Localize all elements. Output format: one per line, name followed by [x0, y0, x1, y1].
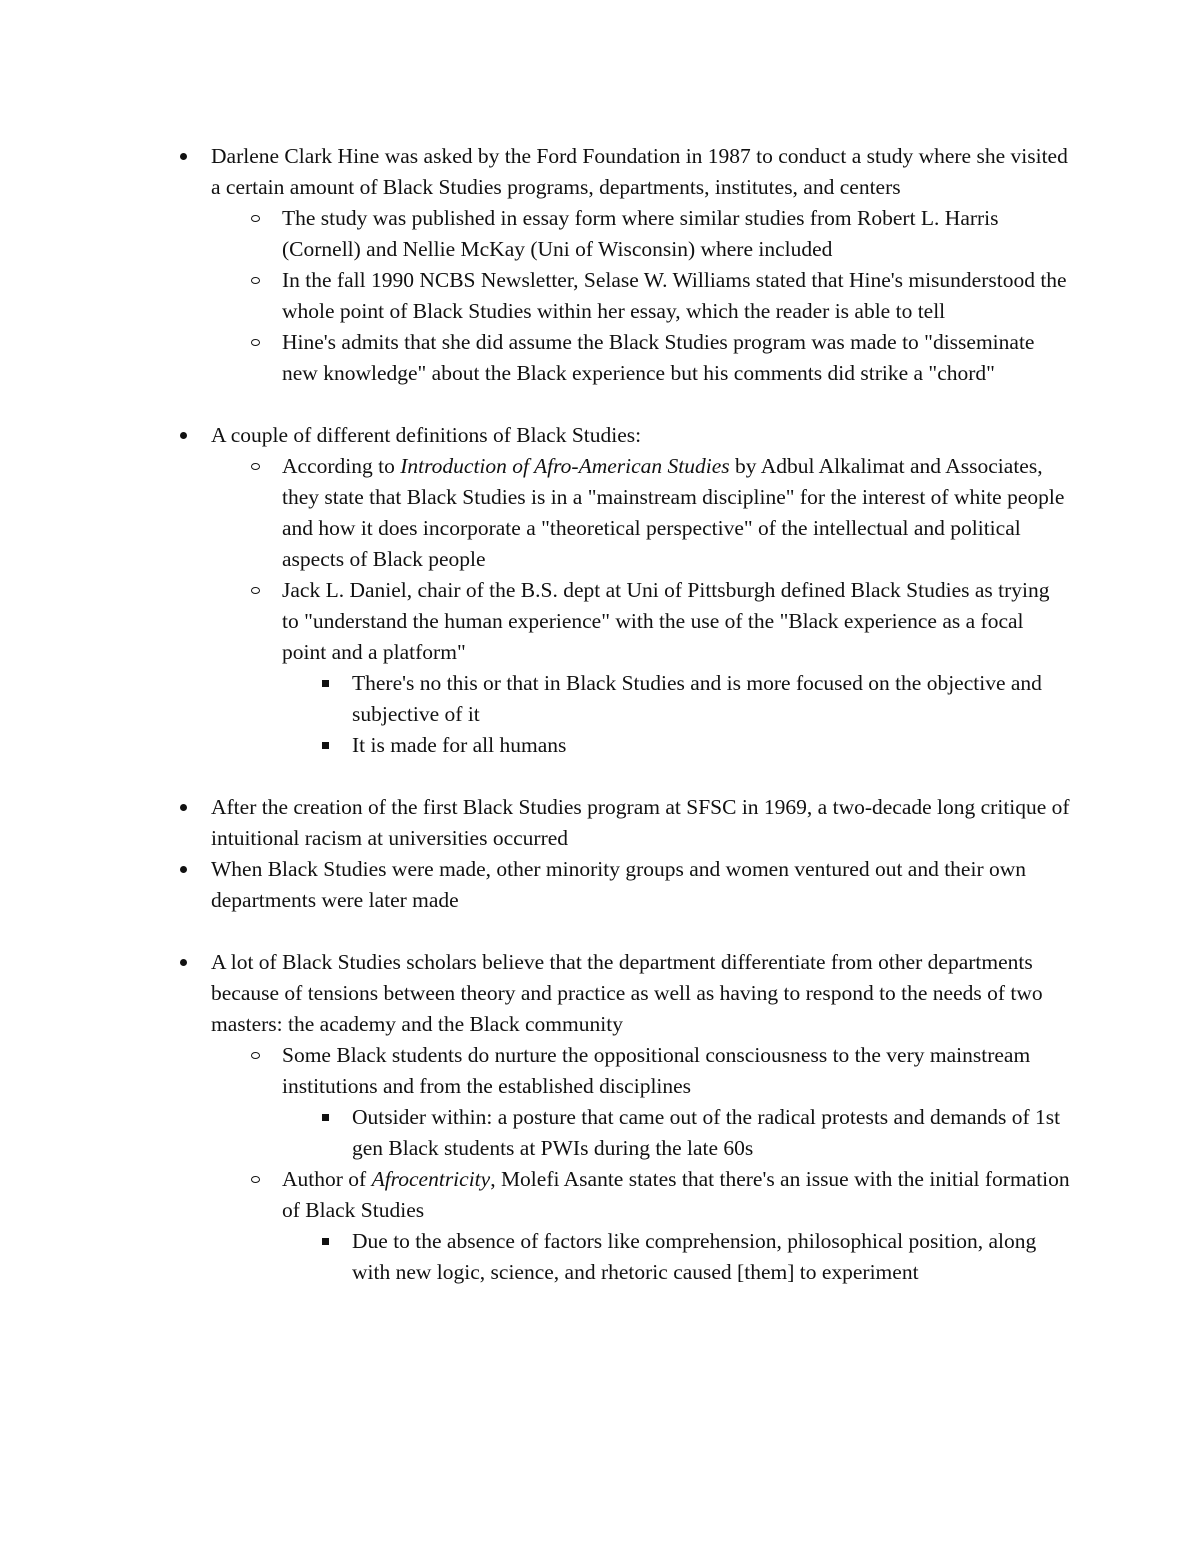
- square-bullet-icon: [318, 668, 332, 699]
- filled-bullet-icon: [176, 854, 190, 885]
- filled-bullet-icon: [176, 792, 190, 823]
- text-run: According to: [282, 454, 401, 478]
- hollow-bullet-icon: [248, 1164, 262, 1195]
- book-title: Introduction of Afro-American Studies: [400, 454, 730, 478]
- spacer: [0, 761, 1200, 792]
- hollow-bullet-icon: [248, 451, 262, 482]
- list-item: [0, 265, 1071, 327]
- list-item-text: Due to the absence of factors like comprehension, philosophical position, along with new logic, science, and rhetoric caused [them] to experiment: [352, 1229, 1037, 1284]
- hollow-bullet-icon: [248, 1040, 262, 1071]
- list-item-text: [282, 1164, 1071, 1226]
- list-item: [0, 575, 1071, 668]
- hollow-bullet-icon: [248, 203, 262, 234]
- list-item-text: Outsider within: a posture that came out of the radical protests and demands of 1st gen Black students at PWIs during the late 60s: [352, 1105, 1061, 1160]
- square-bullet-icon: [318, 1226, 332, 1257]
- notes-list: [0, 141, 1200, 1288]
- list-item-text: In the fall 1990 NCBS Newsletter, Selase W. Williams stated that Hine's misunderstood the whole point of Black Studies within her essay, which the reader is able to tell: [282, 268, 1067, 323]
- list-item: [0, 947, 1071, 1040]
- list-item: [0, 1226, 1071, 1288]
- list-item: [0, 730, 1071, 761]
- list-item: [0, 792, 1071, 854]
- list-item-text: Darlene Clark Hine was asked by the Ford Foundation in 1987 to conduct a study where she visited a certain amount of Black Studies programs, departments, institutes, and centers: [211, 144, 1068, 199]
- list-item-text: Jack L. Daniel, chair of the B.S. dept at Uni of Pittsburgh defined Black Studies as trying to "understand the human experience" with the use of the "Black experience as a focal point and a platform": [282, 578, 1050, 664]
- list-item: [0, 1102, 1071, 1164]
- text-run: , Molefi Asante states that there's an issue with the initial formation of Black Studies: [282, 1167, 1070, 1222]
- list-item-text: It is made for all humans: [352, 733, 567, 757]
- list-item: [0, 141, 1071, 203]
- hollow-bullet-icon: [248, 265, 262, 296]
- list-item-text: After the creation of the first Black Studies program at SFSC in 1969, a two-decade long critique of intuitional racism at universities occurred: [211, 795, 1070, 850]
- list-item: [0, 1040, 1071, 1102]
- list-item-text: Some Black students do nurture the oppositional consciousness to the very mainstream institutions and from the established disciplines: [282, 1043, 1031, 1098]
- hollow-bullet-icon: [248, 327, 262, 358]
- list-item-text: When Black Studies were made, other minority groups and women ventured out and their own departments were later made: [211, 857, 1027, 912]
- list-item-text: A couple of different definitions of Black Studies:: [211, 423, 642, 447]
- list-item: [0, 327, 1071, 389]
- list-item: [0, 854, 1071, 916]
- spacer: [0, 389, 1200, 420]
- spacer: [0, 916, 1200, 947]
- list-item: [0, 451, 1071, 575]
- list-item-text: The study was published in essay form where similar studies from Robert L. Harris (Cornell) and Nellie McKay (Uni of Wisconsin) where included: [282, 206, 999, 261]
- book-title: Afrocentricity: [371, 1167, 491, 1191]
- list-item: [0, 203, 1071, 265]
- list-item-text: Hine's admits that she did assume the Black Studies program was made to "disseminate new knowledge" about the Black experience but his comments did strike a "chord": [282, 330, 1035, 385]
- filled-bullet-icon: [176, 141, 190, 172]
- list-item-text: [282, 451, 1071, 575]
- text-run: by Adbul Alkalimat and Associates, they state that Black Studies is in a "mainstream discipline" for the interest of white people and how it does incorporate a "theoretical perspective" of the intellectual and political aspects of Black people: [282, 454, 1065, 571]
- list-item: [0, 1164, 1071, 1226]
- filled-bullet-icon: [176, 947, 190, 978]
- hollow-bullet-icon: [248, 575, 262, 606]
- square-bullet-icon: [318, 1102, 332, 1133]
- filled-bullet-icon: [176, 420, 190, 451]
- list-item: [0, 420, 1071, 451]
- list-item: [0, 668, 1071, 730]
- square-bullet-icon: [318, 730, 332, 761]
- list-item-text: There's no this or that in Black Studies and is more focused on the objective and subjective of it: [352, 671, 1042, 726]
- text-run: Author of: [282, 1167, 372, 1191]
- list-item-text: A lot of Black Studies scholars believe that the department differentiate from other departments because of tensions between theory and practice as well as having to respond to the needs of two masters: the academy and the Black community: [211, 950, 1043, 1036]
